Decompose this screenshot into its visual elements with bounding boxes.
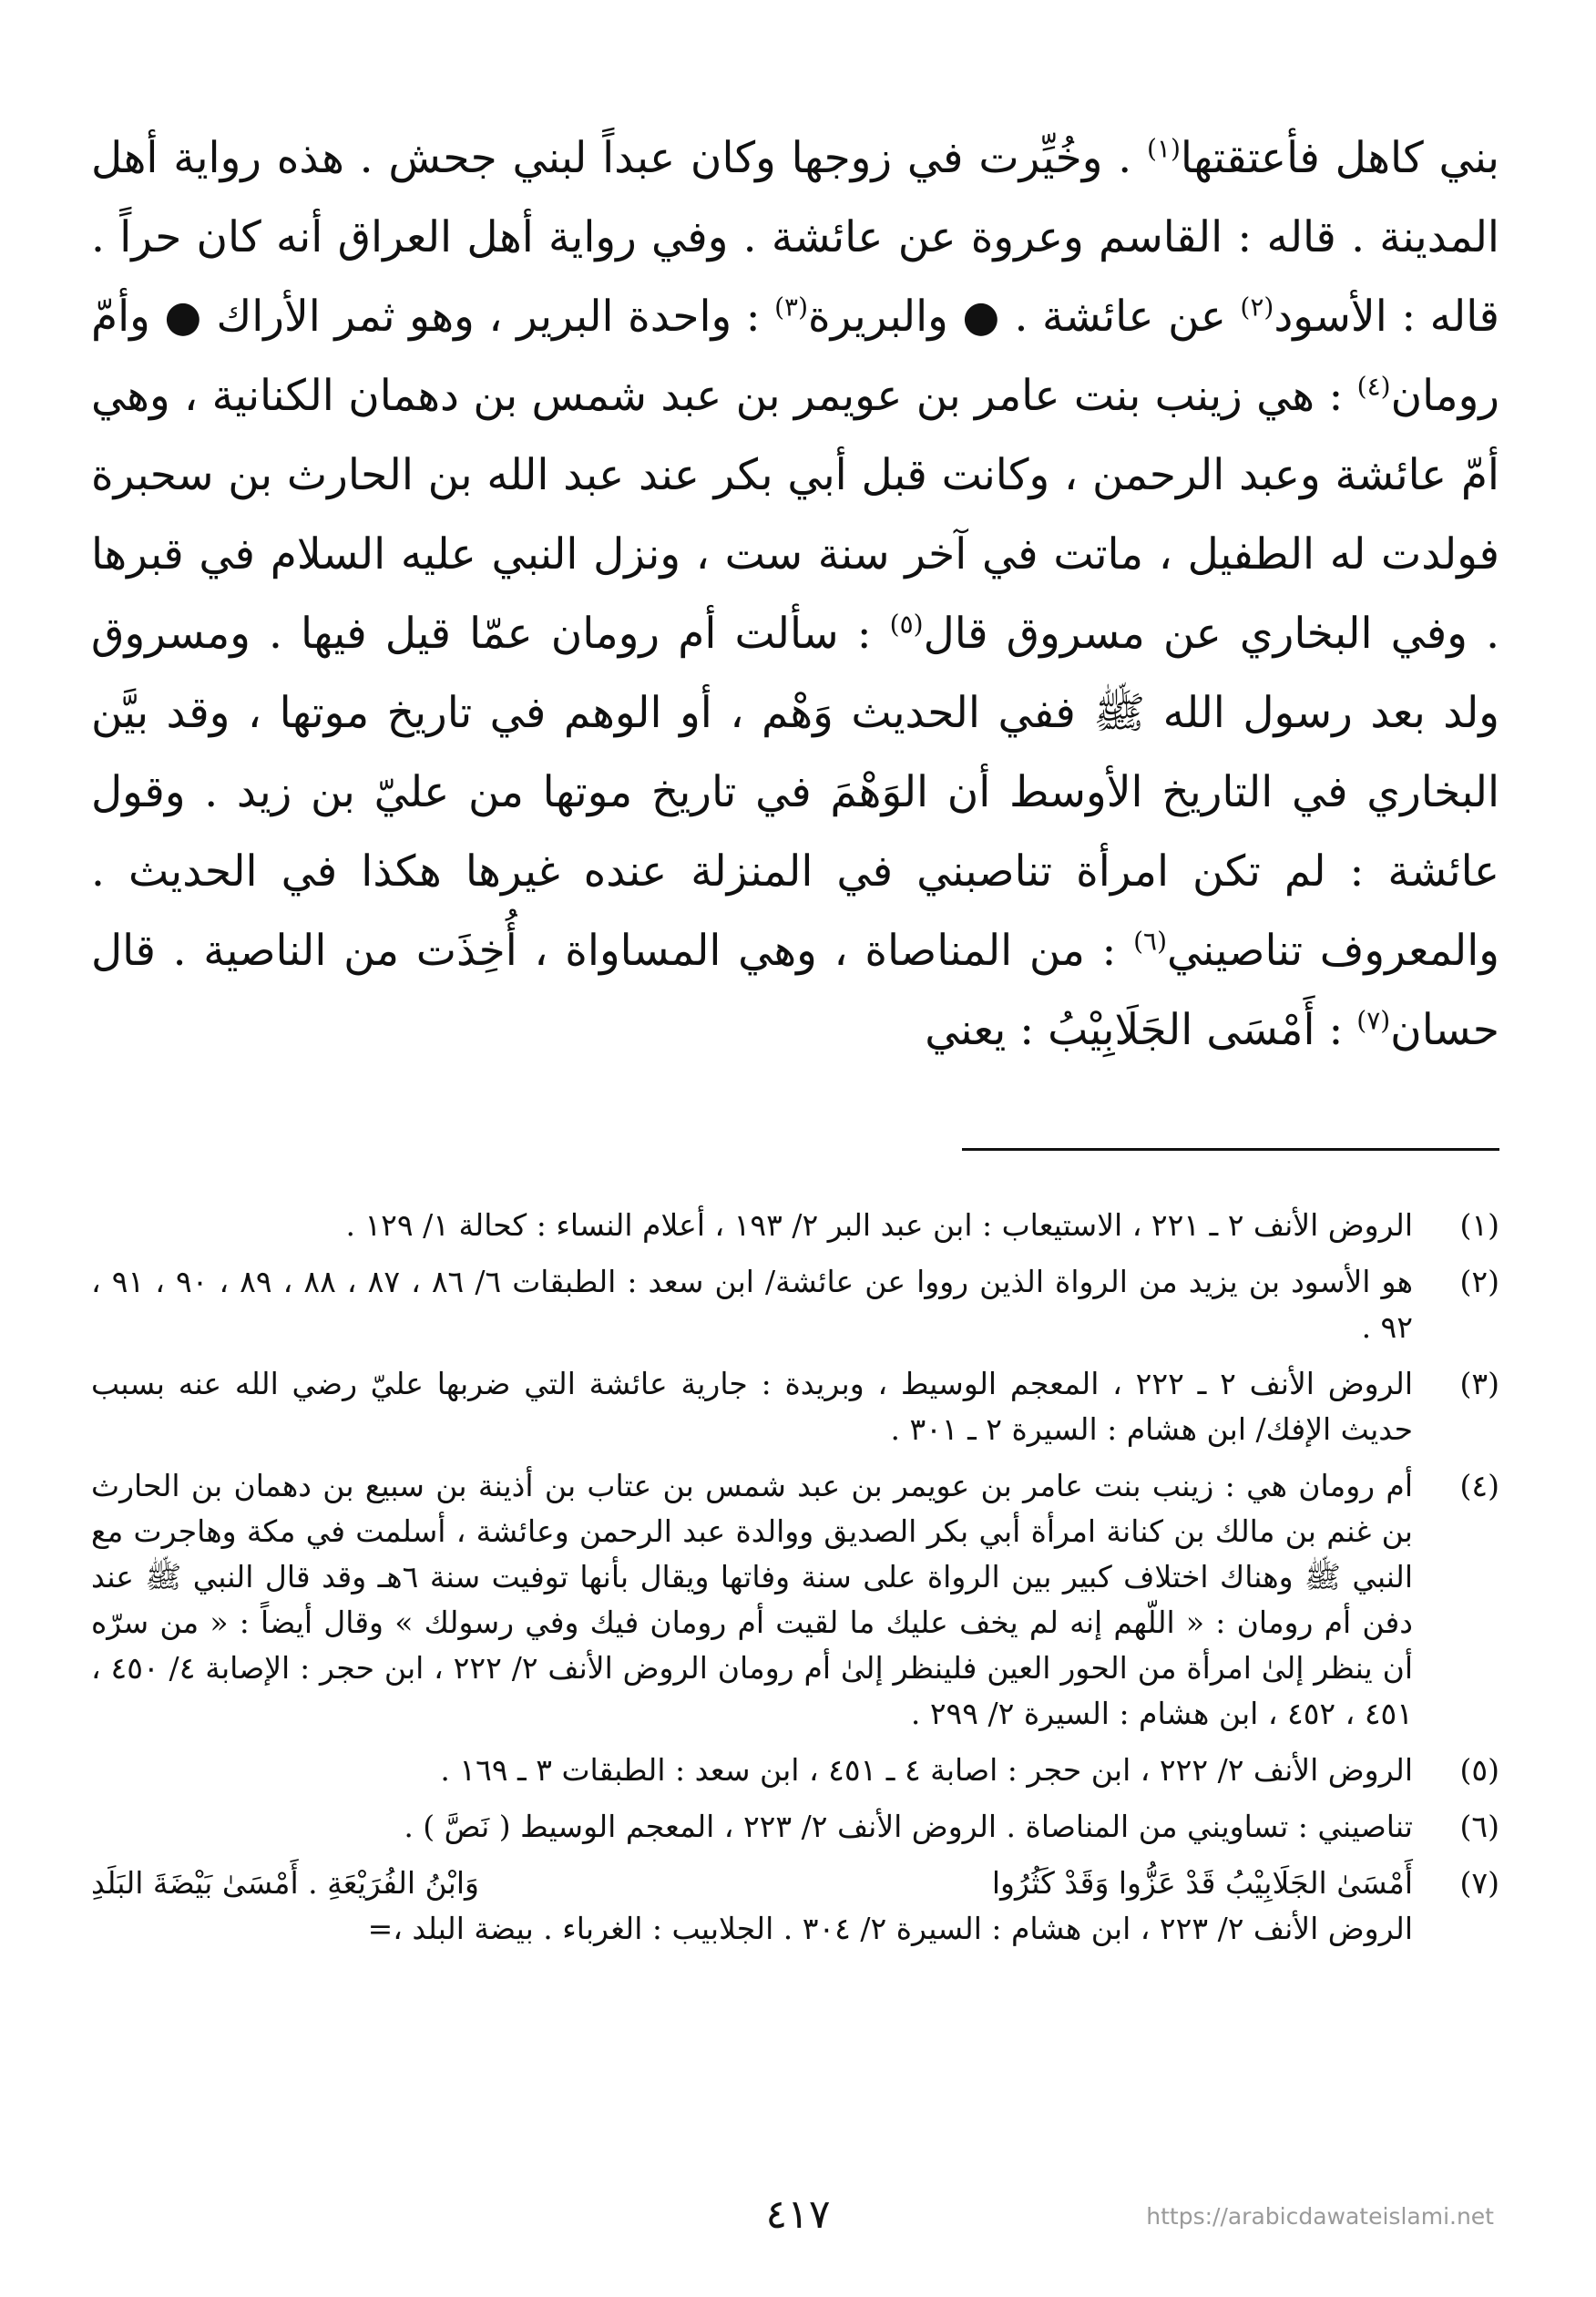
footnote-reference: (٣) (774, 292, 809, 323)
footnote-line: أم رومان هي : زينب بنت عامر بن عويمر بن عبد شمس بن عتاب بن أذينة بن سبيع بن دهمان بن الحارث بن غنم بن مالك بن كنانة امرأة أبي بكر الصديق ووالدة عبد الرحمن وعائشة ، أسلمت في مكة وهاجرت مع النبي ﷺ وهناك اختلاف كبير بين الرواة على سنة وفاتها ويقال بأنها توفيت سنة ٦هـ وقد قال النبي ﷺ عند دفن أم رومان : « اللّهم إنه لم يخف عليك ما لقيت أم رومان فيك وفي رسولك » وقال أيضاً : « من سرّه أن ينظر إلىٰ امرأة من الحور العين فلينظر إلىٰ أم رومان الروض الأنف ٢/ ٢٢٢ ، ابن حجر : الإصابة ٤/ ٤٥٠ ، ٤٥١ ، ٤٥٢ ، ابن هشام : السيرة ٢/ ٢٩٩ . (91, 1468, 1413, 1731)
footnote-reference: (٢) (1240, 292, 1274, 323)
footnote-line: الروض الأنف ٢ ـ ٢٢٢ ، المعجم الوسيط ، وبريدة : جارية عائشة التي ضربها عليّ رضي الله عنه بسبب حديث الإفك/ ابن هشام : السيرة ٢ ـ ٣٠١ . (91, 1366, 1414, 1447)
footnote-reference: (٤) (1356, 371, 1391, 402)
poem-verse (91, 1861, 1413, 1906)
footnote-number: (٤) (1459, 1468, 1499, 1503)
footnote-reference: (٥) (889, 609, 924, 640)
footnote-text (91, 1748, 1413, 1793)
verse-hemistich: أَمْسَىٰ الجَلَابِيْبُ قَدْ عَزُّوا وَقَدْ كَثُرُوا (991, 1865, 1413, 1901)
verse-hemistich: وَابْنُ الفُرَيْعَةِ . أَمْسَىٰ بَيْضَةَ البَلَدِ (91, 1865, 479, 1901)
footnote-item (91, 1361, 1499, 1452)
footnote-text (91, 1463, 1413, 1737)
footnote-item (91, 1463, 1499, 1737)
footnote-item (91, 1861, 1499, 1952)
text-segment: : أَمْسَى الجَلَابِيْبُ : يعني (925, 1005, 1357, 1055)
text-segment: : سألت أم رومان عمّا قيل فيها . ومسروق ولد بعد رسول الله ﷺ ففي الحديث وَهْم ، أو الوهم في تاريخ موتها ، وقد بيَّن البخاري في التاريخ الأوسط أن الوَهْمَ في تاريخ موتها من عليّ بن زيد . وقول عائشة : لم تكن امرأة تناصبني في المنزلة عنده غيرها هكذا في الحديث . والمعروف تناصيني (91, 609, 1499, 976)
footnote-line: الروض الأنف ٢/ ٢٢٣ ، ابن هشام : السيرة ٢/ ٣٠٤ . الجلابيب : الغرباء . بيضة البلد ،= (367, 1911, 1413, 1946)
footnote-reference: (٧) (1356, 1005, 1391, 1036)
footnote-item (91, 1804, 1499, 1850)
footnote-line: الروض الأنف ٢/ ٢٢٢ ، ابن حجر : اصابة ٤ ـ ٤٥١ ، ابن سعد : الطبقات ٣ ـ ١٦٩ . (440, 1752, 1413, 1788)
footnote-text (91, 1259, 1413, 1350)
footnote-separator (962, 1148, 1499, 1151)
main-text-paragraph (91, 118, 1499, 1070)
footnote-number: (٣) (1459, 1366, 1499, 1401)
footnote-number: (٥) (1459, 1752, 1499, 1788)
text-segment: . وخُيِّرت في زوجها وكان عبداً لبني جحش . هذه رواية أهل المدينة . قاله : القاسم وعروة عن عائشة . وفي رواية أهل العراق أنه كان حراً . قاله : الأسود (91, 133, 1499, 342)
text-segment: : هي زينب بنت عامر بن عويمر بن عبد شمس بن دهمان الكنانية ، وهي أمّ عائشة وعبد الرحمن ، وكانت قبل أبي بكر عند عبد الله بن الحارث بن سحبرة فولدت له الطفيل ، ماتت في آخر سنة ست ، ونزل النبي عليه السلام في قبرها . وفي البخاري عن مسروق قال (91, 371, 1500, 659)
footnote-number: (٧) (1459, 1865, 1499, 1901)
text-segment: : واحدة البرير ، وهو ثمر الأراك ● وأمّ رومان (91, 292, 1499, 421)
footnote-text (91, 1861, 1413, 1952)
footnote-line: الروض الأنف ٢ ـ ٢٢١ ، الاستيعاب : ابن عبد البر ٢/ ١٩٣ ، أعلام النساء : كحالة ١/ ١٢٩ . (345, 1207, 1413, 1243)
page-number: ٤١٧ (765, 2191, 831, 2238)
watermark-url: https://arabicdawateislami.net (1146, 2203, 1494, 2230)
footnote-item (91, 1748, 1499, 1793)
text-segment: عن عائشة . ● والبريرة (808, 292, 1241, 342)
text-segment: : من المناصاة ، وهي المساواة ، أُخِذَت من الناصية . قال حسان (91, 926, 1499, 1055)
footnote-number: (١) (1459, 1207, 1499, 1243)
footnote-reference: (١) (1146, 133, 1181, 164)
footnote-text (91, 1361, 1413, 1452)
footnote-text (91, 1804, 1413, 1850)
footnote-item (91, 1259, 1499, 1350)
text-segment: بني كاهل فأعتقتها (1180, 133, 1499, 183)
footnote-number: (٦) (1459, 1809, 1499, 1844)
footnotes-section (91, 1203, 1499, 1963)
footnote-line: هو الأسود بن يزيد من الرواة الذين رووا عن عائشة/ ابن سعد : الطبقات ٦/ ٨٦ ، ٨٧ ، ٨٨ ، ٨٩ ، ٩٠ ، ٩١ ، ٩٢ . (91, 1264, 1413, 1345)
footnote-number: (٢) (1459, 1264, 1499, 1299)
footnote-item (91, 1203, 1499, 1248)
footnote-line: تناصيني : تساويني من المناصاة . الروض الأنف ٢/ ٢٢٣ ، المعجم الوسيط ( نَصَّ ) . (404, 1809, 1413, 1844)
footnote-text (91, 1203, 1413, 1248)
footnote-reference: (٦) (1133, 926, 1167, 957)
